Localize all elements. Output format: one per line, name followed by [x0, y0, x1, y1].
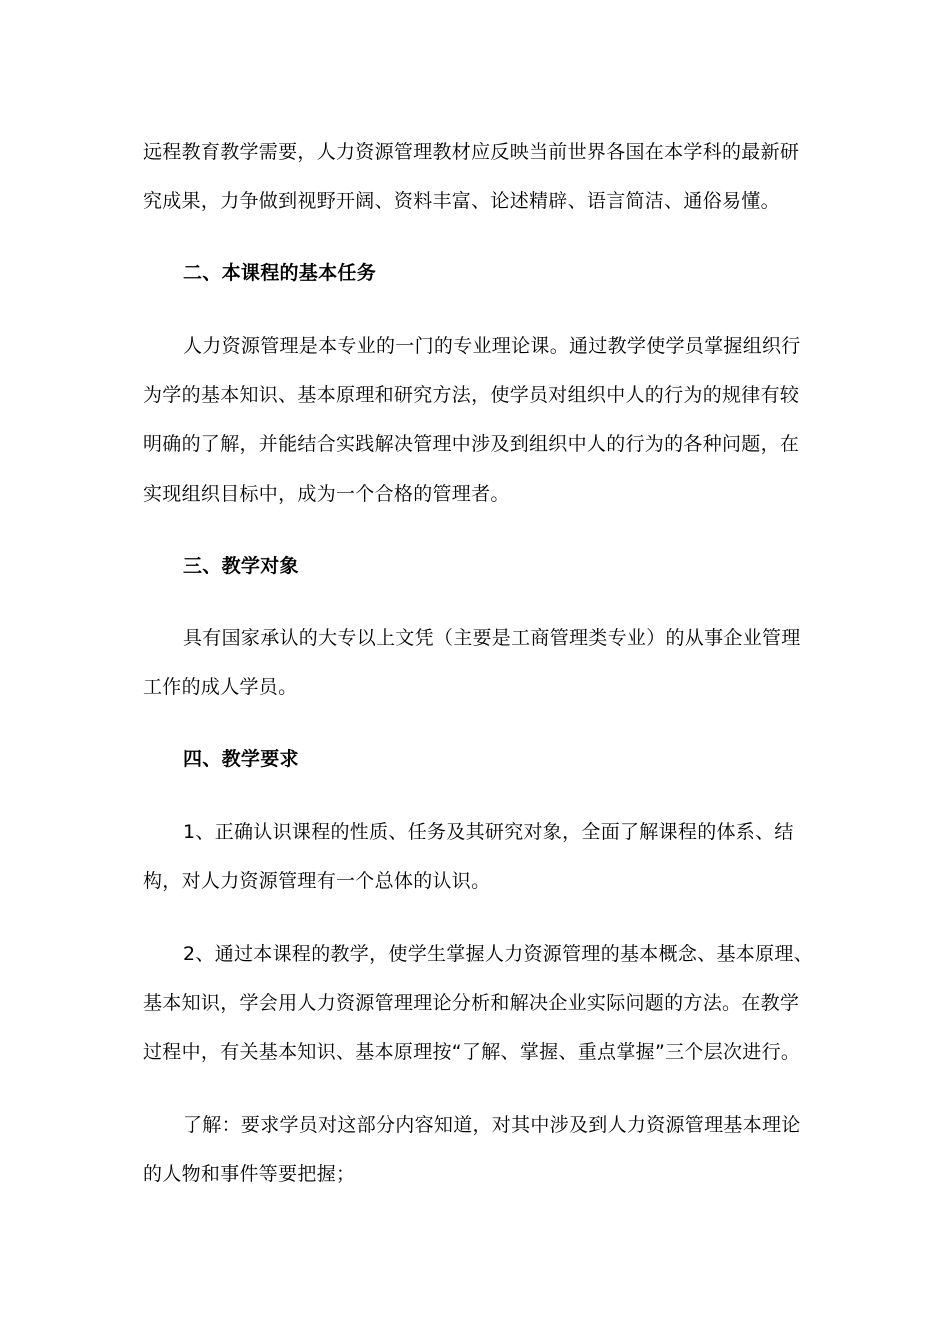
paragraph-line: 实现组织目标中，成为一个合格的管理者。 [143, 483, 510, 505]
paragraph-line: 明确的了解，并能结合实践解决管理中涉及到组织中人的行为的各种问题，在 [143, 433, 800, 455]
paragraph-line: 过程中，有关基本知识、基本原理按“了解、掌握、重点掌握”三个层次进行。 [143, 1041, 801, 1063]
paragraph-line: 基本知识，学会用人力资源管理理论分析和解决企业实际问题的方法。在教学 [143, 992, 800, 1014]
paragraph-line: 构，对人力资源管理有一个总体的认识。 [143, 870, 491, 892]
paragraph-line: 工作的成人学员。 [143, 676, 298, 698]
paragraph-line: 具有国家承认的大专以上文凭（主要是工商管理类专业）的从事企业管理 [183, 627, 801, 649]
section-heading-basic-tasks: 二、本课程的基本任务 [183, 262, 377, 284]
paragraph-line: 远程教育教学需要，人力资源管理教材应反映当前世界各国在本学科的最新研 [143, 141, 800, 163]
paragraph-line: 了解：要求学员对这部分内容知道，对其中涉及到人力资源管理基本理论 [183, 1114, 801, 1136]
paragraph-line: 的人物和事件等要把握； [143, 1163, 356, 1185]
paragraph-line: 人力资源管理是本专业的一门的专业理论课。通过教学使学员掌握组织行 [183, 335, 801, 357]
paragraph-line: 1、正确认识课程的性质、任务及其研究对象，全面了解课程的体系、结 [183, 821, 794, 843]
paragraph-line: 究成果，力争做到视野开阔、资料丰富、论述精辟、语言简洁、通俗易懂。 [143, 190, 780, 212]
section-heading-teaching-requirements: 四、教学要求 [183, 748, 299, 770]
paragraph-line: 为学的基本知识、基本原理和研究方法，使学员对组织中人的行为的规律有较 [143, 384, 800, 406]
paragraph-line: 2、通过本课程的教学，使学生掌握人力资源管理的基本概念、基本原理、 [183, 943, 813, 965]
section-heading-teaching-target: 三、教学对象 [183, 555, 299, 577]
